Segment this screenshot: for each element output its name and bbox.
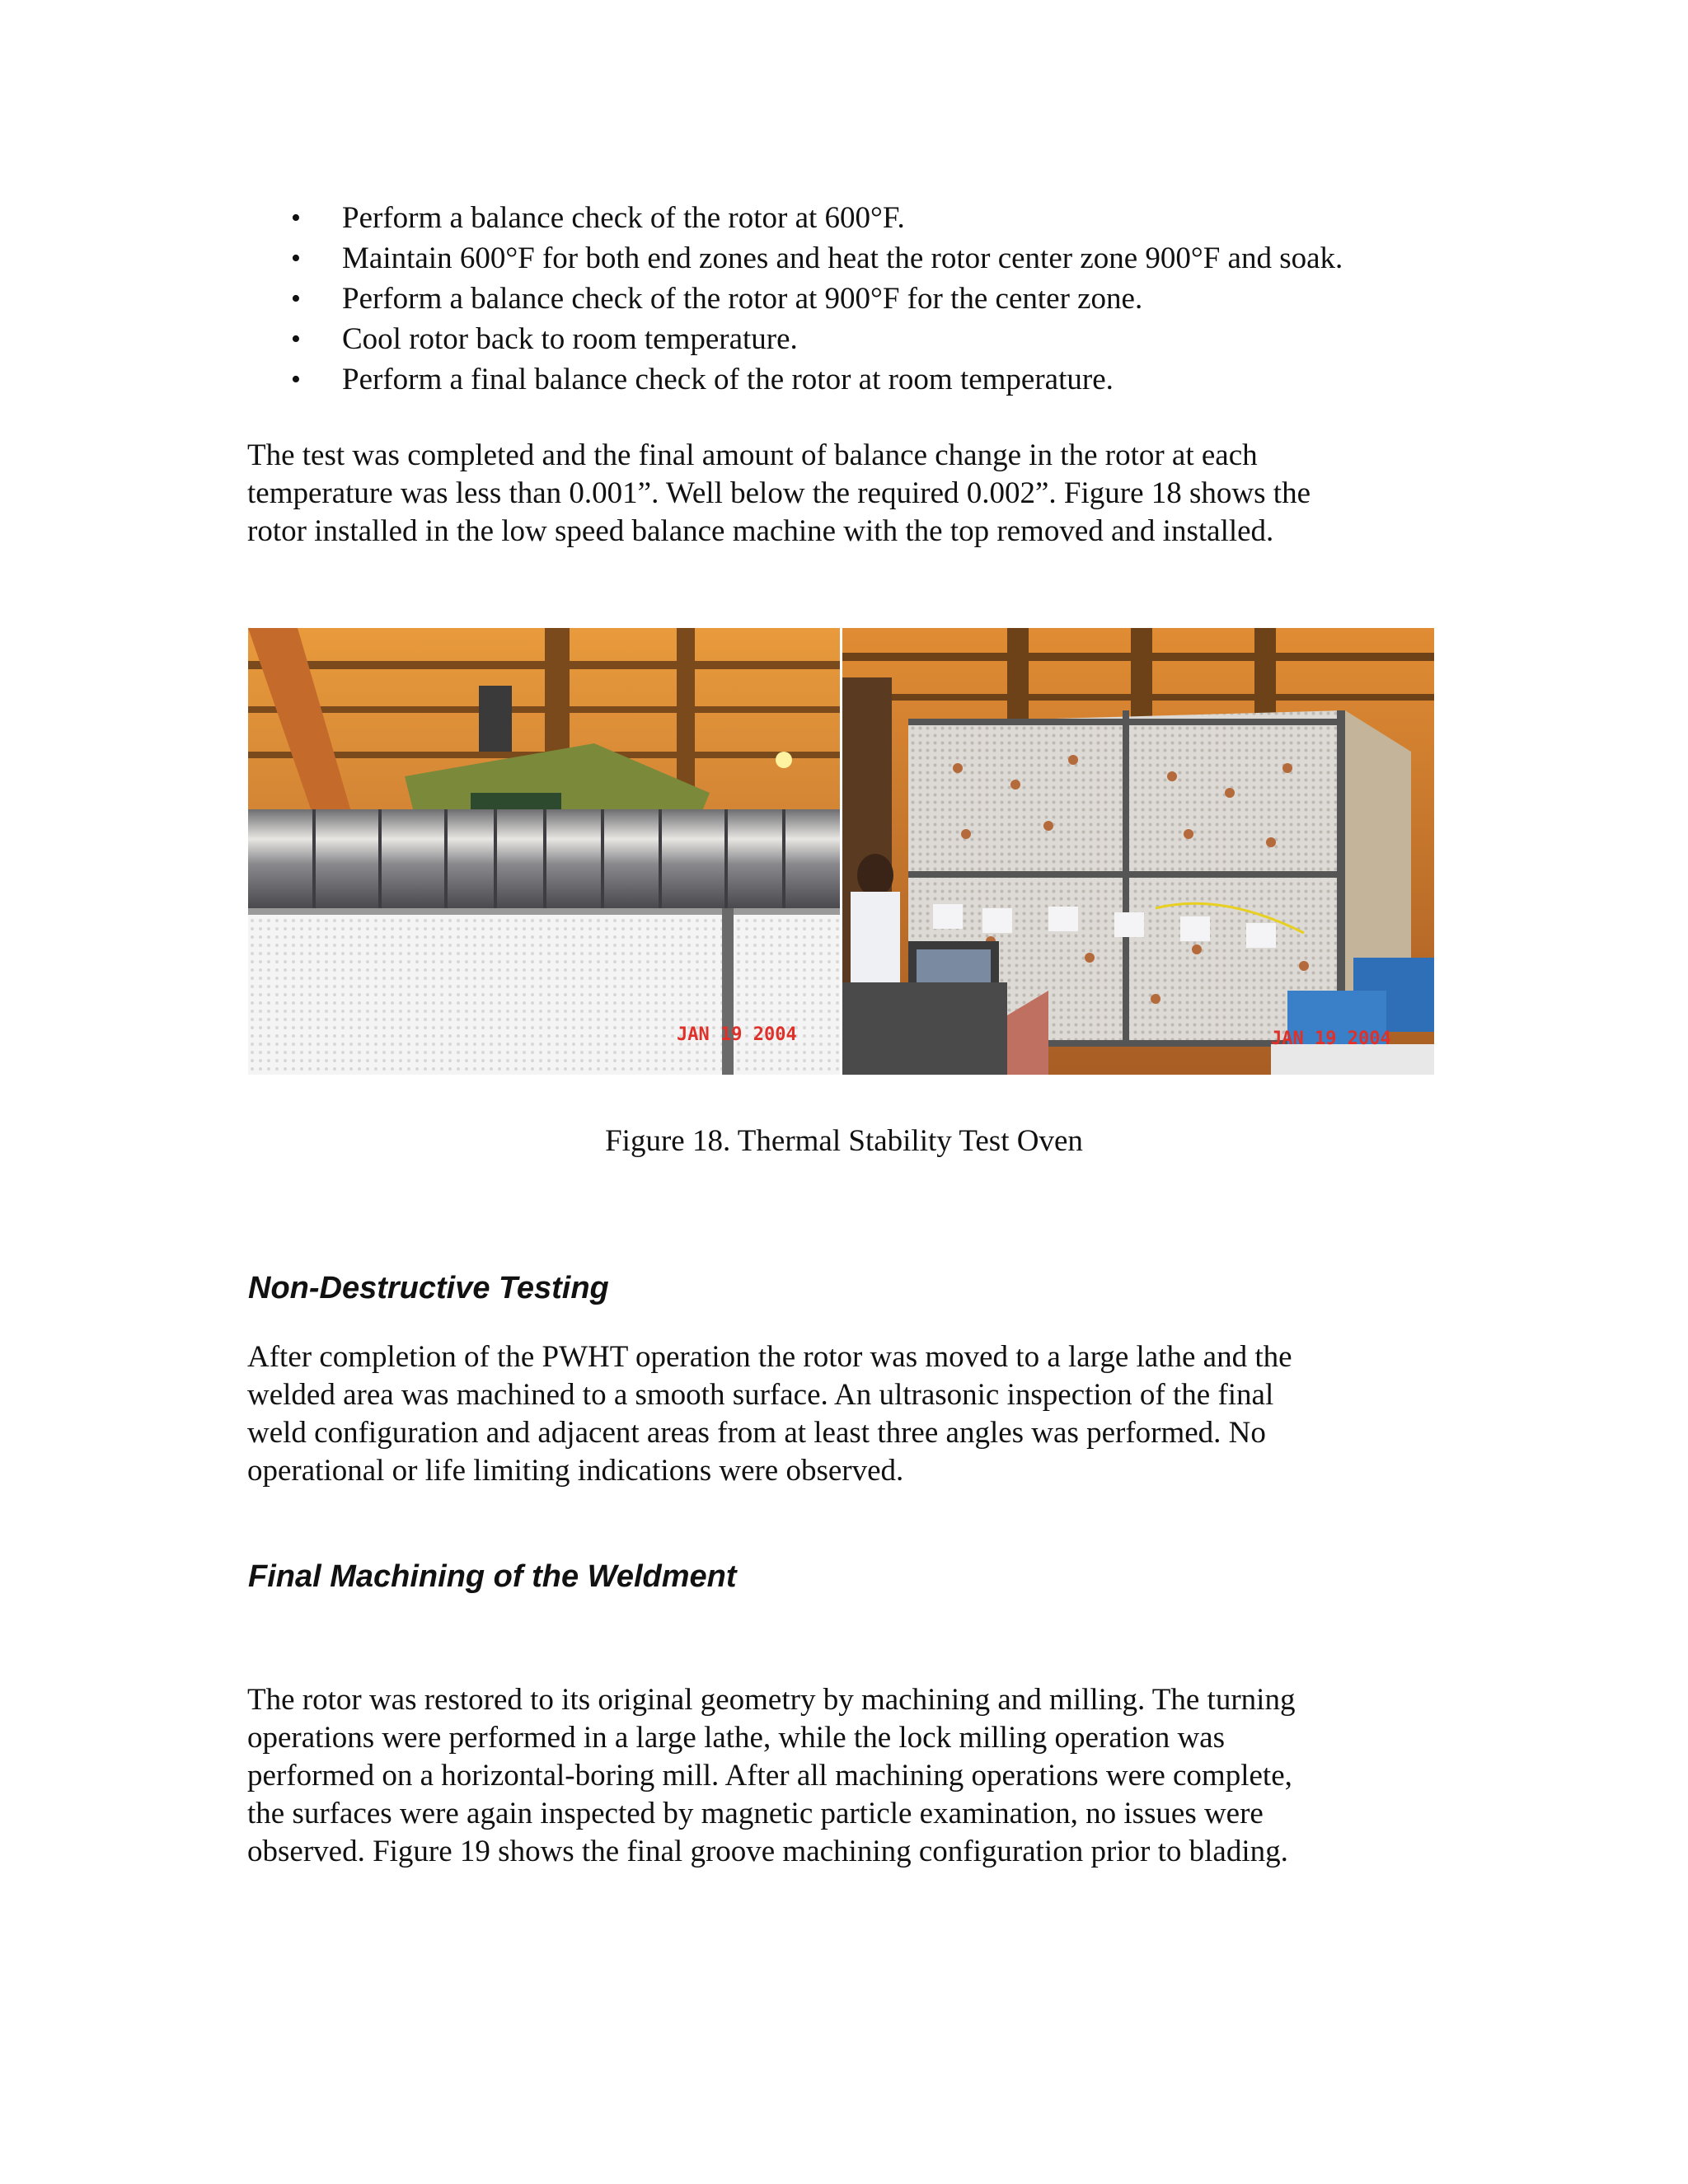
rotor-balance-photo	[248, 628, 840, 1075]
bullet-icon: •	[291, 284, 301, 314]
list-item: • Maintain 600°F for both end zones and heat the rotor center zone 900°F and soak.	[293, 240, 1463, 280]
balance-result-paragraph: The test was completed and the final amount of balance change in the rotor at each temperature was less than 0.001”. Well below the required 0.002”. Figure 18 shows the rotor installed in the low speed balance machine with the top removed and installed.	[247, 438, 1311, 548]
list-item: • Perform a balance check of the rotor at 600°F.	[293, 199, 1463, 240]
list-item: • Perform a balance check of the rotor at 900°F for the center zone.	[293, 280, 1463, 321]
test-oven-photo	[842, 628, 1434, 1075]
date-stamp: JAN 19 2004	[1271, 1029, 1391, 1049]
ndt-paragraph: After completion of the PWHT operation the rotor was moved to a large lathe and the welded area was machined to a smooth surface. An ultrasonic inspection of the final weld configuration and adjacent areas from at least three angles was performed. No operational or life limiting indications were observed.	[247, 1340, 1292, 1488]
list-item: • Cool rotor back to room temperature.	[293, 321, 1463, 361]
machining-paragraph: The rotor was restored to its original geometry by machining and milling. The turning operations were performed in a large lathe, while the lock milling operation was performed on a horizontal-boring mill. After all machining operations were complete, the surfaces were again inspected by magnetic particle examination, no issues were observed. Figure 19 shows the final groove machining configuration prior to blading.	[247, 1683, 1296, 1868]
bullet-icon: •	[291, 324, 301, 354]
section-heading: Final Machining of the Weldment	[248, 1559, 737, 1594]
section-heading: Non-Destructive Testing	[248, 1271, 609, 1305]
bullet-icon: •	[291, 243, 301, 274]
date-stamp: JAN 19 2004	[677, 1024, 797, 1045]
bullet-icon: •	[291, 364, 301, 395]
procedure-bullet-list	[293, 199, 1463, 401]
figure-caption: Figure 18. Thermal Stability Test Oven	[605, 1124, 1083, 1158]
list-item: • Perform a final balance check of the rotor at room temperature.	[293, 361, 1463, 401]
bullet-icon: •	[291, 203, 301, 233]
